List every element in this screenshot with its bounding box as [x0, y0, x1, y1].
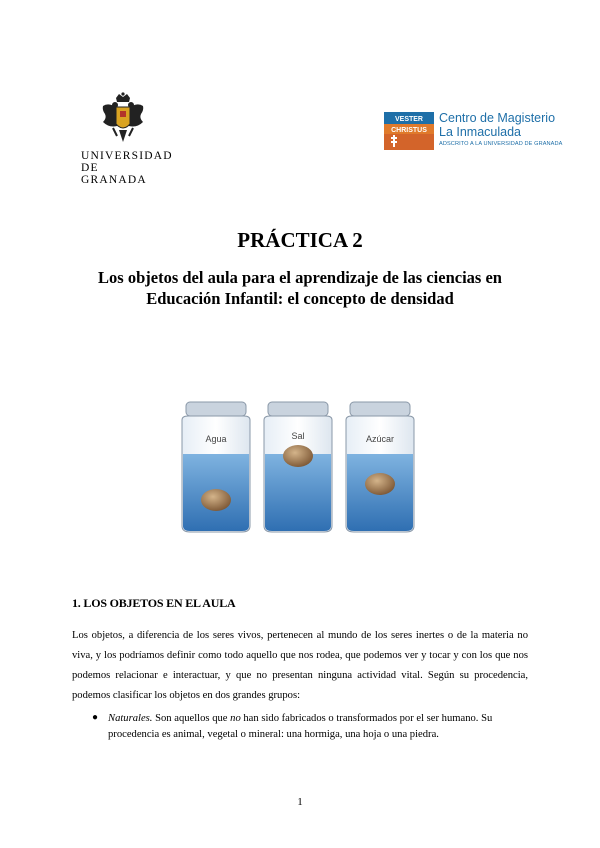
svg-text:VESTER: VESTER: [394, 116, 424, 123]
vester-christus-badge-icon: [384, 112, 434, 150]
jar-label-salt: Sal: [291, 431, 305, 441]
center-name: [439, 111, 555, 139]
jar-sugar: [346, 402, 414, 532]
list-item: [108, 711, 528, 743]
density-jars-illustration: [178, 398, 424, 534]
bullet-text-a: Son aquellos que: [152, 713, 231, 724]
bullet-icon: ●: [92, 712, 99, 723]
university-name-line2: DE GRANADA: [81, 162, 147, 186]
section-heading: 1. LOS OBJETOS EN EL AULA: [72, 596, 236, 610]
bullet-text-b: han sido fabricados o transformados por el ser humano. Su procedencia es animal, vegetal o mineral: una hormiga, una hoja o una piedra.: [108, 713, 493, 740]
university-logo: [78, 92, 173, 186]
jar-salt: [264, 402, 332, 532]
jar-label-water: Agua: [205, 434, 227, 444]
section-paragraph: Los objetos, a diferencia de los seres vivos, pertenecen al mundo de los seres inertes o de la materia no viva, y los podríamos definir como todo aquello que nos rodea, que podemos ver y tocar y con los que nos podemos relacionar e interactuar, y que no presentan ninguna actividad vital. Según su procedencia, podemos clasificar los objetos en dos grandes grupos:: [72, 630, 528, 701]
university-name-line1: UNIVERSIDAD: [81, 150, 173, 162]
jar-label-sugar: Azúcar: [365, 434, 395, 444]
svg-text:CHRISTUS: CHRISTUS: [391, 127, 427, 134]
university-crest-icon: [99, 92, 147, 148]
center-logo: [384, 110, 564, 152]
bullet-term: Naturales.: [108, 713, 153, 724]
page-number: 1: [297, 796, 303, 808]
center-name-line2: La Inmaculada: [439, 125, 522, 139]
bullet-emphasis: no: [230, 713, 241, 724]
jar-water: [182, 402, 250, 532]
center-subtitle: ADSCRITO A LA UNIVERSIDAD DE GRANADA: [439, 141, 563, 147]
center-name-line1: Centro de Magisterio: [439, 111, 556, 125]
page-title: PRÁCTICA 2: [237, 228, 363, 252]
page-subtitle: Los objetos del aula para el aprendizaje de las ciencias en Educación Infantil: el concepto de densidad: [98, 268, 502, 308]
